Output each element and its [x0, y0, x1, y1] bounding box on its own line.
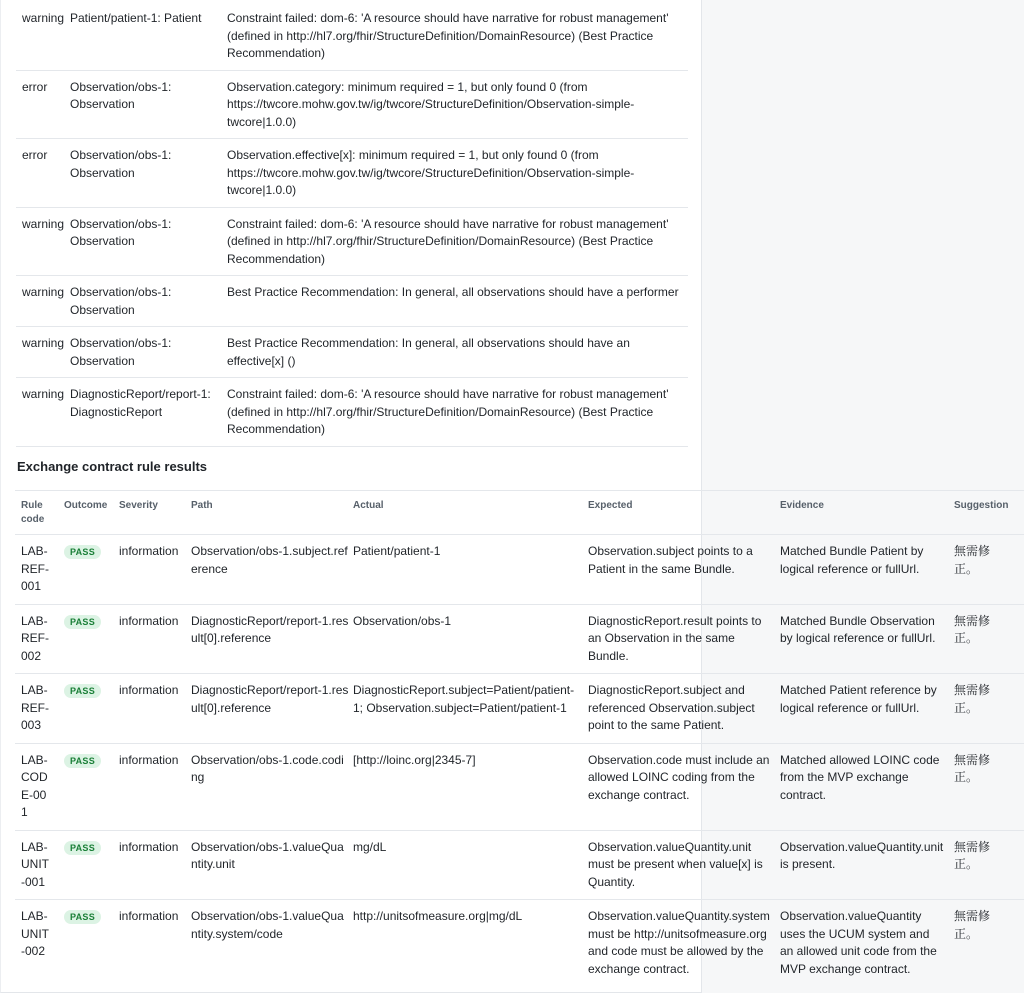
rule-row	[15, 744, 1024, 831]
rule-severity: information	[119, 752, 179, 767]
rule-evidence: Matched Bundle Patient by logical reference or fullUrl.	[780, 544, 924, 576]
rule-actual: DiagnosticReport.subject=Patient/patient-1; Observation.subject=Patient/patient-1	[353, 683, 575, 715]
rule-severity: information	[119, 683, 179, 697]
issue-severity: warning	[22, 216, 65, 231]
rule-actual: http://unitsofmeasure.org|mg/dL	[353, 909, 523, 923]
issue-location: Observation/obs-1: Observation	[70, 336, 172, 368]
rule-evidence: Matched allowed LOINC code from the MVP exchange contract.	[780, 752, 940, 802]
pass-badge: PASS	[64, 684, 101, 698]
pass-badge: PASS	[64, 841, 101, 855]
rule-code-cell	[15, 839, 64, 892]
rule-suggestion-cell	[954, 752, 1024, 822]
rules-section-title: Exchange contract rule results	[17, 459, 208, 474]
issue-row	[16, 276, 688, 327]
rule-evidence: Matched Bundle Observation by logical reference or fullUrl.	[780, 613, 936, 645]
rule-actual: [http://loinc.org|2345-7]	[353, 752, 476, 767]
rule-code: LAB-UNIT-001	[21, 839, 49, 889]
rule-row	[15, 605, 1024, 675]
issue-severity: error	[22, 148, 48, 162]
rule-severity: information	[119, 544, 179, 558]
issue-severity: warning	[22, 387, 65, 401]
rule-row	[15, 535, 1024, 605]
header-rule-code: Rule code	[21, 500, 45, 525]
issue-row	[16, 139, 688, 208]
rule-suggestion: 無需修正。	[954, 839, 991, 871]
issue-location: Observation/obs-1: Observation	[70, 148, 172, 180]
header-path: Path	[191, 500, 213, 511]
rule-code-cell	[15, 682, 64, 735]
rule-suggestion: 無需修正。	[954, 544, 991, 576]
issue-message: Observation.effective[x]: minimum required = 1, but only found 0 (from https://twcore.mohw.gov.tw/ig/twcore/StructureDefinition/Observation-simple-twcore|1.0.0)	[227, 148, 635, 197]
rule-code: LAB-UNIT-002	[21, 909, 49, 958]
rule-path: Observation/obs-1.subject.reference	[191, 544, 348, 576]
rule-path: DiagnosticReport/report-1.result[0].reference	[191, 613, 349, 645]
rule-severity: information	[119, 909, 179, 923]
rule-row	[15, 831, 1024, 901]
rule-suggestion-cell	[954, 543, 1024, 596]
rule-path: Observation/obs-1.valueQuantity.system/code	[191, 909, 344, 941]
issue-location: Observation/obs-1: Observation	[70, 79, 172, 111]
issue-row	[16, 327, 688, 378]
rule-path: Observation/obs-1.valueQuantity.unit	[191, 839, 344, 871]
rule-evidence: Observation.valueQuantity.unit is present.	[780, 839, 944, 871]
rule-actual: Patient/patient-1	[353, 544, 441, 558]
rule-outcome-cell	[64, 543, 119, 596]
issue-location: DiagnosticReport/report-1: DiagnosticReport	[70, 387, 211, 419]
pass-badge: PASS	[64, 615, 101, 629]
header-outcome: Outcome	[64, 500, 108, 511]
issue-row	[16, 71, 688, 140]
issue-row	[16, 2, 688, 71]
rule-outcome-cell	[64, 682, 119, 735]
issue-message: Observation.category: minimum required = 1, but only found 0 (from https://twcore.mohw.gov.tw/ig/twcore/StructureDefinition/Observation-simple-twcore|1.0.0)	[227, 79, 635, 129]
issue-message: Constraint failed: dom-6: 'A resource should have narrative for robust management' (defined in http://hl7.org/fhir/StructureDefinition/DomainResource) (Best Practice Recommendation)	[227, 216, 669, 266]
rule-evidence: Observation.valueQuantity uses the UCUM system and an allowed unit code from the MVP exchange contract.	[780, 909, 937, 976]
rule-suggestion: 無需修正。	[954, 683, 991, 715]
rule-path: Observation/obs-1.code.coding	[191, 752, 344, 784]
rule-severity: information	[119, 839, 179, 854]
rule-expected: Observation.valueQuantity.system must be http://unitsofmeasure.org and code must be allowed by the exchange contract.	[588, 909, 770, 976]
header-severity: Severity	[119, 500, 158, 511]
issue-location: Patient/patient-1: Patient	[70, 11, 202, 25]
rule-outcome-cell	[64, 752, 119, 822]
header-actual: Actual	[353, 500, 384, 511]
rules-table-body	[15, 535, 1024, 986]
rule-suggestion: 無需修正。	[954, 613, 991, 645]
issue-severity: error	[22, 79, 48, 94]
rule-suggestion-cell	[954, 839, 1024, 892]
rule-expected: Observation.subject points to a Patient in the same Bundle.	[588, 544, 753, 576]
validation-issues-table	[16, 2, 688, 447]
rule-path: DiagnosticReport/report-1.result[0].reference	[191, 683, 349, 715]
pass-badge: PASS	[64, 910, 101, 924]
rule-code-cell	[15, 543, 64, 596]
rule-actual: mg/dL	[353, 839, 387, 854]
pass-badge: PASS	[64, 754, 101, 768]
rule-expected: DiagnosticReport.subject and referenced Observation.subject point to the same Patient.	[588, 683, 755, 732]
issue-severity: warning	[22, 285, 65, 299]
rule-severity: information	[119, 613, 179, 628]
rule-outcome-cell	[64, 908, 119, 978]
rule-evidence: Matched Patient reference by logical reference or fullUrl.	[780, 683, 937, 715]
rule-code-cell	[15, 613, 64, 666]
rule-suggestion-cell	[954, 613, 1024, 666]
rule-code: LAB-REF-002	[21, 613, 49, 663]
rule-code-cell	[15, 908, 64, 978]
header-suggestion: Suggestion	[954, 500, 1009, 511]
rule-outcome-cell	[64, 839, 119, 892]
rule-row	[15, 674, 1024, 744]
rule-code: LAB-REF-001	[21, 544, 49, 593]
issue-row	[16, 378, 688, 447]
rules-table	[15, 490, 1024, 986]
rules-table-header	[15, 491, 1024, 535]
issue-severity: warning	[22, 336, 65, 350]
rule-actual: Observation/obs-1	[353, 613, 452, 628]
pass-badge: PASS	[64, 545, 101, 559]
rule-outcome-cell	[64, 613, 119, 666]
rule-expected: Observation.valueQuantity.unit must be present when value[x] is Quantity.	[588, 839, 763, 889]
rule-suggestion-cell	[954, 682, 1024, 735]
issue-location: Observation/obs-1: Observation	[70, 216, 172, 248]
rule-suggestion-cell	[954, 908, 1024, 978]
rule-code: LAB-REF-003	[21, 683, 49, 732]
issue-severity: warning	[22, 11, 65, 25]
rule-row	[15, 900, 1024, 986]
issue-message: Constraint failed: dom-6: 'A resource should have narrative for robust management' (defined in http://hl7.org/fhir/StructureDefinition/DomainResource) (Best Practice Recommendation)	[227, 387, 669, 436]
rule-code: LAB-CODE-001	[21, 752, 48, 819]
issue-row	[16, 208, 688, 277]
issue-location: Observation/obs-1: Observation	[70, 285, 172, 317]
issue-message: Constraint failed: dom-6: 'A resource should have narrative for robust management' (defined in http://hl7.org/fhir/StructureDefinition/DomainResource) (Best Practice Recommendation)	[227, 11, 669, 60]
header-evidence: Evidence	[780, 500, 824, 511]
issue-message: Best Practice Recommendation: In general, all observations should have an effective[x] ()	[227, 336, 630, 368]
rule-expected: DiagnosticReport.result points to an Observation in the same Bundle.	[588, 613, 762, 663]
rule-code-cell	[15, 752, 64, 822]
rule-expected: Observation.code must include an allowed LOINC coding from the exchange contract.	[588, 752, 770, 802]
header-expected: Expected	[588, 500, 633, 511]
rule-suggestion: 無需修正。	[954, 909, 991, 941]
issue-message: Best Practice Recommendation: In general, all observations should have a performer	[227, 285, 679, 299]
rule-suggestion: 無需修正。	[954, 752, 991, 784]
